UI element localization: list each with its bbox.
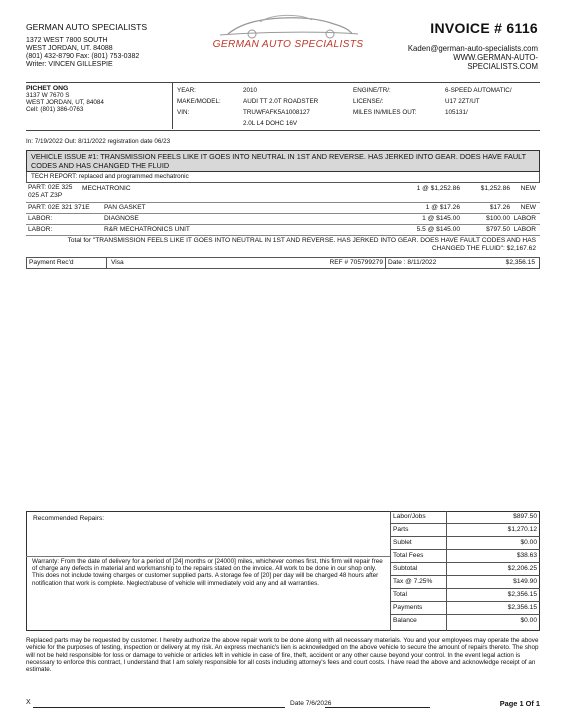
total-value: $0.00 [520, 539, 537, 546]
total-row [390, 615, 540, 631]
total-label: Sublet [393, 539, 412, 546]
customer-block [26, 85, 166, 114]
total-row [390, 524, 540, 537]
miles-label: MILES IN/MILES OUT: [353, 109, 417, 116]
authorization-text: Replaced parts may be requested by customer. I hereby authorize the above repair work to be done along with all necessary materials. You and your employees may operate the above vehicle for the purposes of testing, inspection or delivery at my risk. An express mechanic's lien is acknowledged on the above vehicle to secure the amount of repairs thereto. The shop will not be held responsible for loss or damage to vehicle or articles left in vehicle in case of fire, theft, accident or any other cause beyond your control. In the event legal action is necessary to enforce this contract, I understand that I am solely responsible for all costs including attorney's fees and court costs. I have read the above and acknowledge receipt of an estimate. [26, 637, 539, 674]
year-label: YEAR: [177, 87, 196, 94]
line-item [26, 183, 540, 203]
payment-row [26, 257, 540, 269]
recommended-repairs-label: Recommended Repairs: [33, 515, 105, 522]
payment-date: Date : 8/11/2022 [388, 259, 437, 266]
total-label: Labor/Jobs [393, 513, 426, 520]
vehicle-divider [26, 130, 540, 131]
total-value: $38.63 [516, 552, 537, 559]
total-value: $149.90 [513, 578, 537, 585]
line-status: NEW [520, 204, 536, 211]
total-row [390, 537, 540, 550]
logo-text: GERMAN AUTO SPECIALISTS [212, 39, 364, 50]
total-value: $2,206.25 [507, 565, 537, 572]
engine-label: ENGINE/TR/: [353, 87, 391, 94]
issue-total: Total for "TRANSMISSION FEELS LIKE IT GOES INTO NEUTRAL IN 1ST AND REVERSE. HAS JERKED INTO GEAR. DOES HAVE FAULT CODES AND HAS CHANGED THE FLUID": $2,167.62 [67, 237, 536, 252]
warranty-divider [26, 556, 390, 557]
line-qty-price: 5.5 @ $145.00 [416, 226, 460, 233]
customer-address-2: WEST JORDAN, UT, 84084 [26, 99, 104, 107]
line-status: LABOR [513, 226, 536, 233]
line-type: LABOR: [28, 226, 53, 233]
total-value: $1,270.12 [507, 526, 537, 533]
total-value: $2,356.15 [507, 604, 537, 611]
line-status: NEW [520, 185, 536, 192]
warranty-text: Warranty: From the date of delivery for a period of [24] months or [24000] miles, whichever comes first, this firm will repair free of charge any defects in material and workmanship to the repairs stated on the invoice. All work to be done in our shop only. This does not include towing charges or customer supplied parts. A storage fee of [20] per day will be charged 48 hours after notification that work is complete. Neglect/abuse of vehicle will immediately void any and all warranties. [32, 558, 383, 587]
total-label: Total Fees [393, 552, 424, 559]
payment-method: Visa [111, 259, 124, 266]
engine-value: 2.0L L4 DOHC 16V [243, 120, 298, 127]
total-row [390, 576, 540, 589]
license-value: U17 2ZT/UT [445, 98, 480, 105]
payment-amount: $2,356.15 [505, 259, 535, 266]
line-desc: R&R MECHATRONICS UNIT [104, 226, 190, 233]
total-label: Payments [393, 604, 423, 611]
total-row [390, 563, 540, 576]
make-value: AUDI TT 2.0T ROADSTER [243, 98, 319, 105]
signature-line[interactable] [33, 707, 285, 708]
total-row [390, 511, 540, 524]
shop-address-1: 1372 WEST 7800 SOUTH [26, 37, 108, 44]
shop-logo [200, 10, 375, 58]
line-desc: PAN GASKET [104, 204, 146, 211]
total-value: $897.50 [513, 513, 537, 520]
customer-vehicle-divider [172, 82, 173, 129]
total-row [390, 589, 540, 602]
issue-title: VEHICLE ISSUE #1: TRANSMISSION FEELS LIKE IT GOES INTO NEUTRAL IN 1ST AND REVERSE. HAS JERKED INTO GEAR. DOES HAVE FAULT CODES AND HAS CHANGED THE FLUID [31, 152, 526, 170]
customer-name: PICHET ONG [26, 85, 69, 92]
total-value: $2,356.15 [507, 591, 537, 598]
total-value: $0.00 [520, 617, 537, 624]
total-label: Parts [393, 526, 409, 533]
line-type: LABOR: [28, 215, 53, 222]
line-qty-price: 1 @ $17.26 [425, 204, 460, 211]
invoice-title: INVOICE # 6116 [430, 20, 538, 36]
customer-cell: Cell: (801) 386-0763 [26, 106, 84, 114]
shop-phone-fax: (801) 432-8790 Fax: (801) 753-0382 [26, 53, 140, 60]
tech-report [26, 172, 540, 183]
line-type: PART: 02E 321 371E [28, 204, 90, 211]
line-item [26, 224, 540, 236]
line-total: $100.00 [486, 215, 510, 222]
line-total: $797.50 [486, 226, 510, 233]
total-label: Tax @ 7.25% [393, 578, 433, 585]
line-desc: MECHATRONIC [82, 185, 131, 192]
transmission-value: 6-SPEED AUTOMATIC/ [445, 87, 512, 94]
total-label: Total [393, 591, 407, 598]
car-silhouette-icon [200, 10, 375, 40]
shop-email[interactable]: Kaden@german-auto-specialists.com [407, 44, 538, 53]
line-qty-price: 1 @ $1,252.86 [416, 185, 460, 192]
signature-x: X [26, 699, 31, 706]
total-label: Subtotal [393, 565, 418, 572]
page-number: Page 1 Of 1 [499, 699, 540, 708]
visit-dates: In: 7/19/2022 Out: 8/11/2022 registration date 06/23 [26, 138, 171, 145]
issue-header [26, 150, 540, 172]
signature-date: Date 7/6/2026 [290, 700, 332, 707]
payment-ref: REF # 705799279 [329, 259, 383, 266]
line-total: $1,252.86 [480, 185, 510, 192]
line-status: LABOR [513, 215, 536, 222]
vin-label: VIN: [177, 109, 190, 116]
writer: Writer: VINCEN GILLESPIE [26, 61, 113, 68]
make-label: MAKE/MODEL: [177, 98, 221, 105]
line-total: $17.26 [489, 204, 510, 211]
total-label: Balance [393, 617, 417, 624]
customer-address-1: 3137 W 7670 S [26, 92, 70, 99]
header-divider [26, 82, 540, 83]
line-desc: DIAGNOSE [104, 215, 139, 222]
vin-value: TRUWFAFK5A1008127 [243, 109, 310, 116]
tech-report-text: TECH REPORT: replaced and programmed mechatronic [31, 173, 189, 180]
year-value: 2010 [243, 87, 258, 94]
date-line [325, 707, 430, 708]
shop-address-2: WEST JORDAN, UT. 84088 [26, 45, 113, 52]
shop-website[interactable]: WWW.GERMAN-AUTO-SPECIALISTS.COM [453, 53, 538, 71]
shop-info [26, 22, 206, 69]
shop-name: GERMAN AUTO SPECIALISTS [26, 22, 148, 32]
total-row [390, 602, 540, 615]
payment-label: Payment Rec'd [29, 259, 74, 266]
license-label: LICENSE/: [353, 98, 384, 105]
total-row [390, 550, 540, 563]
miles-value: 105131/ [445, 109, 468, 116]
line-qty-price: 1 @ $145.00 [422, 215, 460, 222]
line-type: PART: 02E 325 025 AT Z3P [28, 184, 73, 199]
